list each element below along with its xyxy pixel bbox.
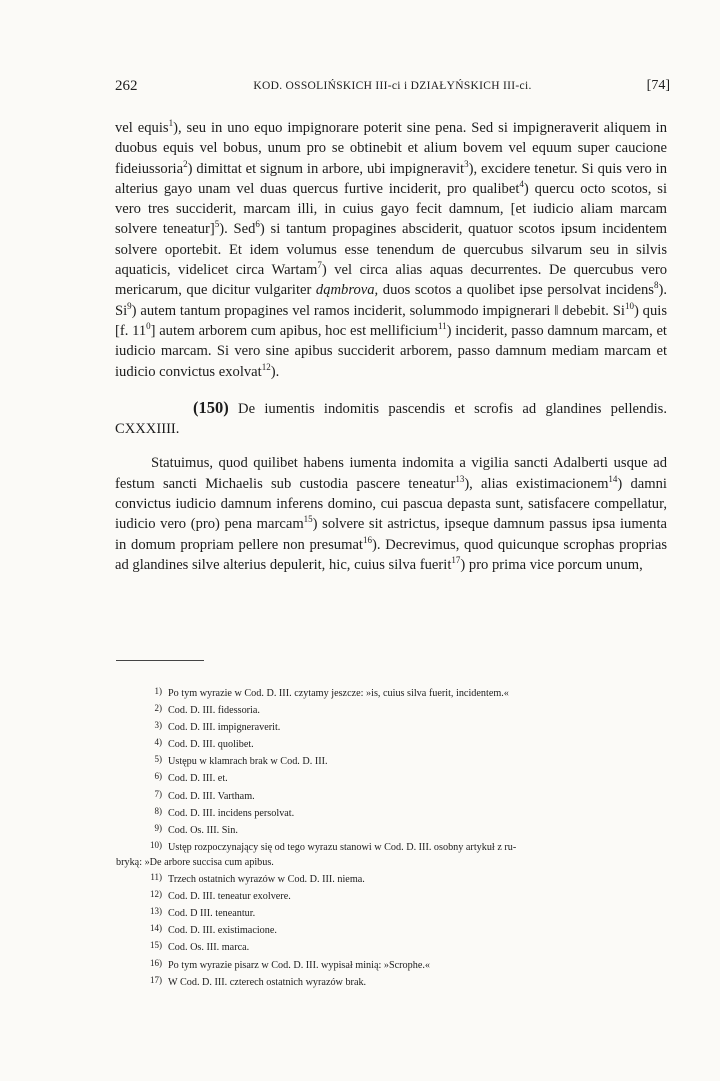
footnote-continuation (116, 855, 668, 870)
main-text (115, 118, 667, 575)
text-run: ). Sed (219, 221, 256, 238)
paragraph-149-continuation (115, 118, 667, 382)
footnote-mark: 17) (150, 974, 162, 985)
footnote (116, 956, 668, 973)
footnote-ref: 11 (437, 321, 447, 332)
footnote-text: Cod. D. III. quolibet. (168, 739, 254, 751)
footnote-mark: 13) (150, 906, 162, 917)
footnote-text: Ustęp rozpoczynający się od tego wyrazu stanowi w Cod. D. III. osobny artykuł z ru- (168, 841, 517, 853)
text-run: ) pro prima vice porcum unum, (460, 556, 643, 573)
footnote-text: Cod. D. III. existimacione. (168, 925, 277, 937)
text-run: ) dimittat et signum in arbore, ubi impigneravit (187, 160, 465, 177)
footnote-mark: 10) (150, 839, 162, 850)
footnote-ref: 15 (303, 514, 313, 525)
footnote-text: Trzech ostatnich wyrazów w Cod. D. III. niema. (168, 874, 365, 886)
footnote-text: W Cod. D. III. czterech ostatnich wyrazów brak. (168, 976, 367, 988)
footnote-ref: 6 (255, 219, 260, 230)
footnote-mark: 9) (154, 822, 162, 833)
footnote-mark: 14) (150, 923, 162, 934)
text-run: ), excidere tenetur. Si quis vero in alterius gayo unam vel duas quercus furtive inciderit, pro qualibet (115, 160, 668, 197)
text-run: ). Decrevimus, quod quicunque scrophas proprias ad glandines silve alterius depulerit, hic, cuius silva fuerit (115, 536, 667, 573)
footnote (116, 821, 668, 838)
page-header (115, 78, 670, 100)
text-run: vel equis (115, 120, 169, 136)
footnote-text: bryką: »De arbore succisa cum apibus. (116, 856, 274, 868)
paragraph-150 (115, 453, 667, 575)
footnote-mark: 11) (150, 872, 162, 883)
footnote-text: Po tym wyrazie pisarz w Cod. D. III. wypisał minią: »Scrophe.« (168, 959, 430, 971)
footnote-mark: 12) (150, 889, 162, 900)
footnote-text: Cod. D. III. teneatur exolvere. (168, 891, 291, 903)
footnotes (116, 684, 668, 990)
footnote-text: Ustępu w klamrach brak w Cod. D. III. (168, 756, 328, 768)
footnote-ref: 14 (608, 473, 618, 484)
sheet-reference: [74] (646, 78, 670, 93)
footnote (116, 769, 668, 786)
text-run: Statuimus, quod quilibet habens iumenta indomita a vigilia sancti Adalberti usque ad festum sancti Michaelis sub custodia pascere teneatur (115, 455, 667, 492)
text-run: ] autem arborem cum apibus, hoc est mellificium (150, 322, 438, 339)
footnote-ref: 12 (261, 361, 271, 372)
footnote (116, 870, 668, 887)
footnote-text: Cod. D. III. incidens persolvat. (168, 807, 295, 819)
text-run: ) autem tantum propagines vel ramos inciderit, solummodo impignerari ‖ debebit. Si (131, 302, 625, 319)
text-run: ) quercu octo scotos, si vero tres succiderit, marcam illi, in cuius gayo fecit damnum, [et iudicio aliam marcam solvere teneatur] (115, 180, 667, 238)
footnote-mark: 3) (154, 720, 162, 731)
footnote-text: Cod. D III. teneantur. (168, 908, 256, 920)
italic-word: dąmbrova, (315, 282, 379, 299)
section-title: De iumentis indomitis pascendis et scrofis ad glandines pellendis. CXXXIIII. (115, 400, 667, 438)
footnote-ref: 7 (317, 260, 322, 271)
page-number: 262 (115, 78, 138, 94)
text-run: ), seu in uno equo impignorare poterit sine pena. Sed si impigneraverit aliquem in duobus equis vel bobus, unum pro se obtinebit et alium bovem vel equum super caucione fideiussoria (115, 120, 667, 177)
footnote (116, 787, 668, 804)
footnote-text: Po tym wyrazie w Cod. D. III. czytamy jeszcze: »is, cuius silva fuerit, incidentem.« (168, 688, 509, 699)
footnote-mark: 4) (154, 737, 162, 748)
footnote (116, 684, 668, 701)
text-run: duos scotos a quolibet ipse persolvat incidens (382, 282, 654, 299)
footnote (116, 887, 668, 904)
footnote-text: Cod. D. III. fidessoria. (168, 705, 260, 717)
footnote (116, 718, 668, 735)
footnote (116, 904, 668, 921)
section-number: (150) (193, 397, 229, 417)
text-run: ) inciderit, passo damnum marcam, et iudicio marcam. Si vero sine apibus succiderit arborem, passo damnum mediam marcam et iudicio convictus exolvat (115, 322, 667, 380)
text-run: ) si tantum propagines absciderit, quatuor scotos ipsum incidentem solvere oportebit. Et idem volumus esse tenendum de quercubus silvarum seu in silvis aquaticis, videlicet circa Wartam (115, 221, 667, 279)
text-run: ) damni convictus iudicio damnum inferens domino, cui pascua depasta sunt, satisfacere compellatur, iudicio vero (pro) pena marcam (115, 475, 667, 533)
footnote-text: Cod. D. III. Vartham. (168, 790, 255, 802)
footnote-ref: 4 (519, 179, 524, 190)
footnote-ref: 1 (168, 118, 174, 129)
footnote-ref: 5 (214, 219, 220, 230)
footnote (116, 838, 668, 855)
footnote-text: Cod. D. III. et. (168, 773, 228, 785)
footnote-mark: 1) (154, 686, 162, 696)
running-title: KOD. OSSOLIŃSKICH III-ci i DZIAŁYŃSKICH III-ci. (253, 80, 532, 92)
footnote-mark: 5) (154, 754, 162, 765)
footnote-ref: 9 (127, 300, 132, 311)
text-run: ) quis [f. 11 (115, 302, 667, 339)
footnote-mark: 15) (150, 940, 162, 951)
footnote-ref: 2 (183, 158, 188, 169)
footnote-mark: 7) (154, 788, 162, 799)
footnote-ref: 16 (363, 534, 372, 545)
footnote (116, 973, 668, 990)
footnote (116, 938, 668, 955)
text-run: ), alias existimacionem (464, 475, 609, 492)
footnote-ref: 8 (654, 280, 659, 291)
footnote-mark: 2) (154, 703, 162, 714)
text-run: ) vel circa alias aquas decurrentes. De quercubus vero mericarum, que dicitur vulgariter (115, 262, 667, 299)
footnote (116, 735, 668, 752)
footnote-ref: 13 (455, 473, 465, 484)
folio-superscript: 0 (146, 321, 151, 332)
footnote-text: Cod. D. III. impigneraverit. (168, 722, 281, 734)
footnote-ref: 3 (464, 158, 469, 169)
footnote-ref: 17 (451, 555, 461, 566)
footnote-ref: 10 (624, 300, 634, 311)
footnote (116, 752, 668, 769)
footnote-mark: 8) (154, 805, 162, 816)
footnote-mark: 16) (150, 957, 162, 968)
footnote-divider (116, 660, 204, 661)
footnote-text: Cod. Os. III. marca. (168, 942, 250, 954)
text-run: ) solvere sit astrictus, ipseque damnum passus ipsa iumenta in domum propriam pellere non presumat (115, 516, 667, 553)
footnote (116, 921, 668, 938)
text-run: ). (270, 363, 280, 380)
footnote (116, 701, 668, 718)
text-run: ). Si (115, 282, 668, 319)
footnote (116, 804, 668, 821)
footnote-mark: 6) (154, 771, 162, 782)
section-heading (115, 398, 667, 440)
footnote-text: Cod. Os. III. Sin. (168, 824, 238, 836)
